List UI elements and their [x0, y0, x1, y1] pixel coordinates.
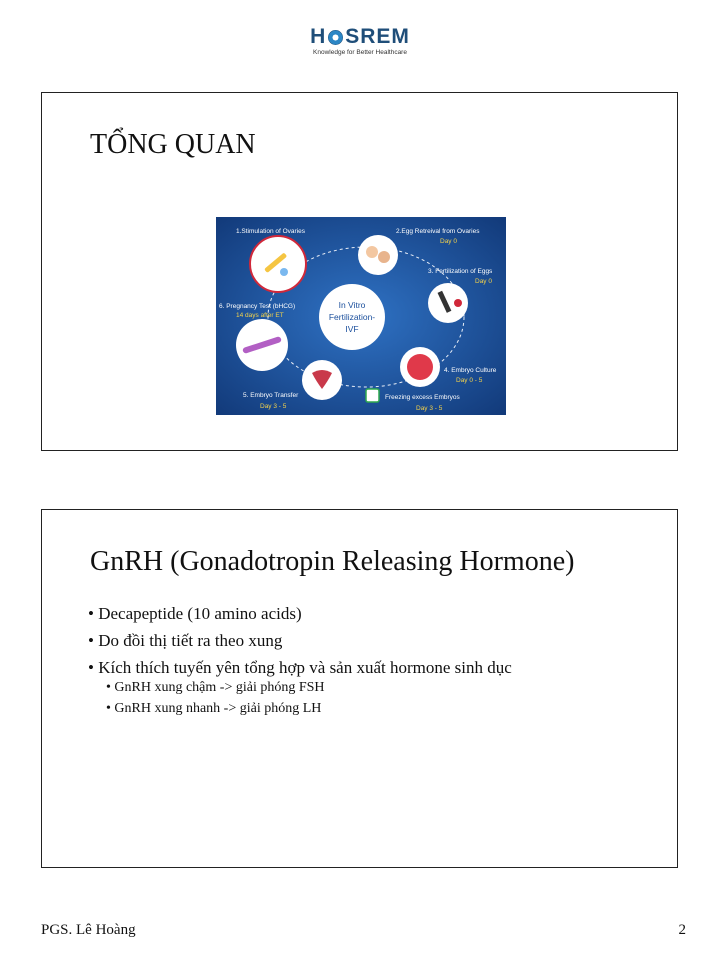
slide-overview — [41, 92, 678, 451]
slide2-title: GnRH (Gonadotropin Releasing Hormone) — [90, 546, 575, 577]
step4-label: 4. Embryo Culture — [444, 367, 497, 374]
step3-sub: Day 0 — [475, 278, 492, 285]
bullet-text: Kích thích tuyến yên tổng hợp và sản xuất hormone sinh dục — [98, 658, 512, 677]
logo-letters-srem: SREM — [345, 25, 410, 48]
bullet-list — [88, 604, 512, 724]
egg-retrieval-circle — [358, 235, 398, 275]
logo-circle-icon — [328, 30, 343, 45]
bullet-item: • Decapeptide (10 amino acids) — [88, 604, 302, 623]
footer-author: PGS. Lê Hoàng — [41, 922, 136, 938]
sub-bullet-list — [106, 680, 512, 717]
slide-gnrh — [41, 509, 678, 868]
bullet-text: Do đồi thị tiết ra theo xung — [98, 631, 283, 650]
center-label-line1: In Vitro — [338, 300, 366, 310]
footer-page-number: 2 — [678, 922, 686, 938]
person-icon-2 — [378, 251, 390, 263]
ivf-process-diagram — [216, 217, 506, 415]
step3-label: 3. Fertilization of Eggs — [428, 268, 493, 275]
sub-bullet-text: GnRH xung nhanh -> giải phóng LH — [114, 701, 322, 716]
step5-label: 5. Embryo Transfer — [243, 392, 299, 399]
step6-label: 6. Pregnancy Test (bHCG) — [219, 303, 296, 310]
logo-wordmark — [300, 26, 420, 48]
step2-label: 2.Egg Retreival from Ovaries — [396, 228, 480, 235]
step4-sub: Day 0 - 5 — [456, 377, 483, 384]
step5-sub: Day 3 - 5 — [260, 403, 287, 410]
slide1-title: TỔNG QUAN — [90, 129, 256, 160]
freezing-label: Freezing excess Embryos — [385, 394, 460, 401]
center-label-line3: IVF — [345, 324, 359, 334]
sub-bullet-item: • GnRH xung chậm -> giải phóng FSH — [106, 680, 325, 695]
logo-letter-h: H — [310, 25, 327, 48]
step6-sub: 14 days after ET — [236, 312, 284, 319]
freezing-icon — [366, 389, 379, 402]
sub-bullet-text: GnRH xung chậm -> giải phóng FSH — [114, 680, 325, 695]
step2-sub: Day 0 — [440, 238, 457, 245]
bullet-item: • Do đồi thị tiết ra theo xung — [88, 631, 283, 650]
egg-icon — [454, 299, 462, 307]
bullet-text: Decapeptide (10 amino acids) — [98, 604, 302, 623]
embryo-icon — [407, 354, 433, 380]
freezing-sub: Day 3 - 5 — [416, 405, 443, 412]
center-label-line2: Fertilization- — [328, 312, 376, 322]
bullet-item: • Kích thích tuyến yên tổng hợp và sản xuất hormone sinh dục • GnRH xung chậm -> giải phóng FSH • GnRH xung nhanh -> giải phóng LH — [88, 658, 512, 716]
person-icon — [366, 246, 378, 258]
step1-label: 1.Stimulation of Ovaries — [236, 228, 306, 235]
pill-icon — [280, 268, 288, 276]
logo-tagline: Knowledge for Better Healthcare — [313, 49, 407, 56]
hosrem-logo — [300, 26, 420, 62]
sub-bullet-item: • GnRH xung nhanh -> giải phóng LH — [106, 701, 322, 716]
